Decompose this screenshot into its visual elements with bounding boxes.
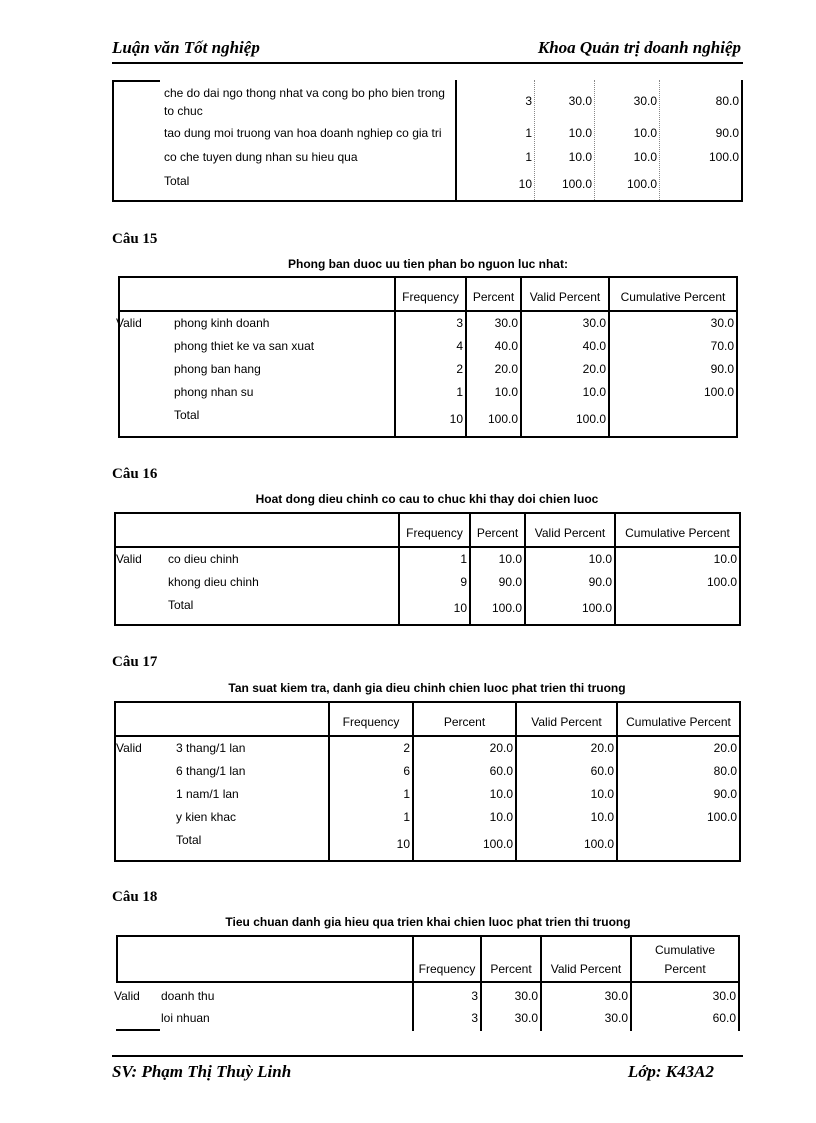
q18-table xyxy=(116,935,740,1031)
table-row-label: tao dung moi truong van hoa doanh nghiep co gia tri xyxy=(164,126,442,140)
table-cell-cumulative-percent: 30.0 xyxy=(712,989,736,1003)
table-cell-cumulative-percent: 20.0 xyxy=(713,741,737,755)
col-header-cumulative-percent: Cumulative Percent xyxy=(626,715,731,729)
col-header-cumulative-line1: Cumulative xyxy=(654,943,716,957)
footer-student-label: SV: Phạm Thị Thuỳ Linh xyxy=(112,1062,292,1081)
header-thesis-label: Luận văn Tốt nghiệp xyxy=(112,38,260,57)
table-cell-valid-percent: 10.0 xyxy=(582,385,606,399)
table-title: Tieu chuan danh gia hieu qua trien khai chien luoc phat trien thi truong xyxy=(225,915,631,929)
valid-label: Valid xyxy=(116,741,142,755)
table-cell-percent: 30.0 xyxy=(568,94,592,108)
table-cell-valid-percent: 30.0 xyxy=(633,94,657,108)
table-cell-percent: 100.0 xyxy=(491,601,522,615)
table-cell-percent: 10.0 xyxy=(489,810,513,824)
table-row-label: 1 nam/1 lan xyxy=(176,787,239,801)
table-cell-percent: 10.0 xyxy=(568,150,592,164)
table-cell-percent: 100.0 xyxy=(487,412,518,426)
col-header-valid-percent: Valid Percent xyxy=(550,962,622,976)
question-heading: Câu 15 xyxy=(112,231,158,247)
table-row-label: che do dai ngo thong nhat va cong bo pho bien trong to chuc xyxy=(164,86,445,118)
table-cell-frequency: 3 xyxy=(525,94,532,108)
footer-class-label: Lớp: K43A2 xyxy=(627,1062,714,1081)
table-cell-valid-percent: 30.0 xyxy=(604,1011,628,1025)
table-cell-cumulative-percent: 90.0 xyxy=(713,787,737,801)
valid-label: Valid xyxy=(114,989,140,1003)
table-cell-valid-percent: 10.0 xyxy=(590,810,614,824)
table-cell-valid-percent: 60.0 xyxy=(590,764,614,778)
table-cell-valid-percent: 30.0 xyxy=(582,316,606,330)
table-cell-percent: 20.0 xyxy=(489,741,513,755)
table-title: Hoat dong dieu chinh co cau to chuc khi thay doi chien luoc xyxy=(255,492,599,506)
q16-table xyxy=(114,512,741,626)
table-cell-frequency: 2 xyxy=(456,362,463,376)
table-cell-valid-percent: 20.0 xyxy=(590,741,614,755)
table-cell-cumulative-percent: 30.0 xyxy=(710,316,734,330)
col-header-percent: Percent xyxy=(476,526,519,540)
table-cell-percent: 90.0 xyxy=(498,575,522,589)
table-cell-frequency: 1 xyxy=(403,787,410,801)
table-title: Tan suat kiem tra, danh gia dieu chinh chien luoc phat trien thi truong xyxy=(228,681,626,695)
table-cell-frequency: 6 xyxy=(403,764,410,778)
table-cell-cumulative-percent: 90.0 xyxy=(710,362,734,376)
table-cell-cumulative-percent: 60.0 xyxy=(712,1011,736,1025)
table-cell-frequency: 3 xyxy=(456,316,463,330)
table-cell-valid-percent: 100.0 xyxy=(583,837,614,851)
table-cell-frequency: 1 xyxy=(456,385,463,399)
table-cell-valid-percent: 90.0 xyxy=(588,575,612,589)
col-header-cumulative-percent: Cumulative Percent xyxy=(620,290,726,304)
table-cell-frequency: 1 xyxy=(525,126,532,140)
table-cell-valid-percent: 20.0 xyxy=(582,362,606,376)
header-faculty-label: Khoa Quản trị doanh nghiệp xyxy=(537,38,741,57)
table-cell-valid-percent: 30.0 xyxy=(604,989,628,1003)
table-row-label: phong ban hang xyxy=(174,362,261,376)
table-row-label: Total xyxy=(174,408,200,422)
table-cell-percent: 100.0 xyxy=(482,837,513,851)
table-cell-percent: 30.0 xyxy=(514,1011,538,1025)
table-cell-valid-percent: 100.0 xyxy=(581,601,612,615)
table-cell-frequency: 10 xyxy=(396,837,410,851)
table-cell-percent: 60.0 xyxy=(489,764,513,778)
table-cell-cumulative-percent: 100.0 xyxy=(706,810,737,824)
table-cell-valid-percent: 100.0 xyxy=(575,412,606,426)
table-cell-percent: 10.0 xyxy=(494,385,518,399)
table-cell-valid-percent: 100.0 xyxy=(626,177,657,191)
col-header-valid-percent: Valid Percent xyxy=(534,526,606,540)
valid-label: Valid xyxy=(116,552,142,566)
table-cell-cumulative-percent: 90.0 xyxy=(715,126,739,140)
table-cell-frequency: 10 xyxy=(449,412,463,426)
table-cell-percent: 20.0 xyxy=(494,362,518,376)
header-rule xyxy=(112,62,743,64)
table-row-label: loi nhuan xyxy=(161,1011,210,1025)
table-row-label: Total xyxy=(168,598,194,612)
table-cell-frequency: 3 xyxy=(471,1011,478,1025)
table-cell-frequency: 10 xyxy=(518,177,532,191)
table-row-label: y kien khac xyxy=(176,810,237,824)
table-cell-percent: 30.0 xyxy=(494,316,518,330)
table-cell-valid-percent: 10.0 xyxy=(588,552,612,566)
table-cell-valid-percent: 40.0 xyxy=(582,339,606,353)
table-cell-cumulative-percent: 100.0 xyxy=(708,150,739,164)
table-row-label: phong thiet ke va san xuat xyxy=(174,339,315,353)
table-title: Phong ban duoc uu tien phan bo nguon luc nhat: xyxy=(288,257,568,271)
table-cell-percent: 10.0 xyxy=(489,787,513,801)
table-row-label: doanh thu xyxy=(161,989,215,1003)
q17-table xyxy=(114,701,741,862)
table-cell-frequency: 10 xyxy=(453,601,467,615)
col-header-percent: Percent xyxy=(443,715,486,729)
table-row-label: phong kinh doanh xyxy=(174,316,270,330)
table-row-label: Total xyxy=(176,833,202,847)
table-cell-percent: 10.0 xyxy=(568,126,592,140)
table-row-label: co che tuyen dung nhan su hieu qua xyxy=(164,150,358,164)
col-header-frequency: Frequency xyxy=(402,290,459,304)
table-row-label: Total xyxy=(164,174,190,188)
table-cell-cumulative-percent: 10.0 xyxy=(713,552,737,566)
table-cell-cumulative-percent: 80.0 xyxy=(715,94,739,108)
table-cell-percent: 10.0 xyxy=(498,552,522,566)
table-cell-valid-percent: 10.0 xyxy=(633,150,657,164)
col-header-frequency: Frequency xyxy=(406,526,463,540)
table-cell-cumulative-percent: 100.0 xyxy=(703,385,734,399)
table-row-label: phong nhan su xyxy=(174,385,254,399)
col-header-frequency: Frequency xyxy=(418,962,476,976)
col-header-percent: Percent xyxy=(490,962,532,976)
col-header-valid-percent: Valid Percent xyxy=(529,290,601,304)
col-header-valid-percent: Valid Percent xyxy=(531,715,602,729)
q15-table xyxy=(118,276,738,438)
question-heading: Câu 16 xyxy=(112,466,158,482)
table-cell-valid-percent: 10.0 xyxy=(590,787,614,801)
table-row-label: 3 thang/1 lan xyxy=(176,741,246,755)
table-cell-frequency: 1 xyxy=(525,150,532,164)
col-header-cumulative-line2: Percent xyxy=(664,962,706,976)
table-row-label: co dieu chinh xyxy=(168,552,239,566)
col-header-frequency: Frequency xyxy=(342,715,400,729)
top-table xyxy=(112,80,743,202)
table-cell-frequency: 1 xyxy=(460,552,467,566)
table-cell-percent: 40.0 xyxy=(494,339,518,353)
table-row-label: khong dieu chinh xyxy=(168,575,259,589)
table-cell-percent: 100.0 xyxy=(561,177,592,191)
table-cell-percent: 30.0 xyxy=(514,989,538,1003)
question-heading: Câu 17 xyxy=(112,654,158,670)
footer-rule xyxy=(112,1055,743,1057)
table-cell-frequency: 4 xyxy=(456,339,463,353)
valid-label: Valid xyxy=(116,316,142,330)
table-cell-cumulative-percent: 100.0 xyxy=(706,575,737,589)
table-cell-frequency: 9 xyxy=(460,575,467,589)
table-cell-frequency: 3 xyxy=(471,989,478,1003)
table-cell-frequency: 1 xyxy=(403,810,410,824)
table-row-label: 6 thang/1 lan xyxy=(176,764,246,778)
table-cell-cumulative-percent: 70.0 xyxy=(710,339,734,353)
table-cell-cumulative-percent: 80.0 xyxy=(713,764,737,778)
col-header-percent: Percent xyxy=(472,290,515,304)
col-header-cumulative-percent: Cumulative Percent xyxy=(625,526,730,540)
question-heading: Câu 18 xyxy=(112,889,158,905)
table-cell-valid-percent: 10.0 xyxy=(633,126,657,140)
table-cell-frequency: 2 xyxy=(403,741,410,755)
